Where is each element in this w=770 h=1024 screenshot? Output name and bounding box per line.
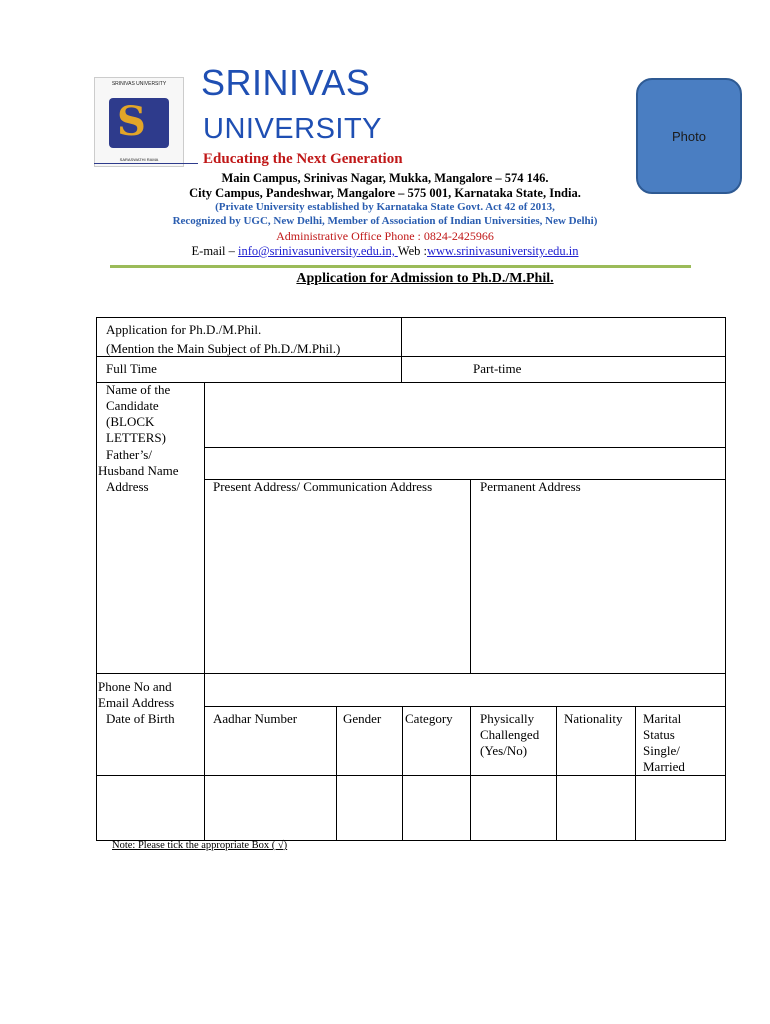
present-address-label: Present Address/ Communication Address (213, 479, 433, 494)
divider (110, 265, 691, 268)
photo-label: Photo (672, 128, 706, 144)
email-prefix: E-mail – (191, 244, 239, 258)
established-note: (Private University established by Karnataka State Govt. Act 42 of 2013, (215, 201, 555, 213)
physically-challenged-input[interactable] (472, 776, 555, 840)
category-label: Category (405, 711, 453, 726)
candidate-name-input[interactable] (206, 383, 724, 446)
permanent-address-input[interactable] (472, 496, 724, 672)
university-logo (94, 77, 184, 167)
logo-underline (94, 163, 198, 164)
phone-email-input[interactable] (206, 674, 724, 705)
email-link[interactable]: info@srinivasuniversity.edu.in, (238, 244, 398, 258)
aadhar-label: Aadhar Number (213, 711, 298, 726)
tagline: Educating the Next Generation (203, 151, 403, 167)
aadhar-input[interactable] (206, 776, 335, 840)
permanent-address-label: Permanent Address (480, 479, 581, 494)
contact-line (0, 244, 770, 259)
father-name-input[interactable] (206, 448, 724, 478)
dob-label: Date of Birth (106, 711, 175, 726)
marital-status-input[interactable] (637, 776, 724, 840)
father-label-line2: Husband Name (98, 463, 179, 478)
web-prefix: Web : (397, 244, 427, 258)
mention-subject-label: (Mention the Main Subject of Ph.D./M.Phil.) (106, 341, 341, 356)
address-label: Address (106, 479, 149, 494)
part-time-option[interactable]: Part-time (473, 361, 522, 376)
name-label-line4: LETTERS) (106, 430, 166, 445)
logo-text-bottom: SARASWATHI RAMA (119, 157, 159, 162)
university-name-line2: UNIVERSITY (203, 113, 383, 145)
dob-input[interactable] (98, 776, 203, 840)
main-campus-address: Main Campus, Srinivas Nagar, Mukka, Mangalore – 574 146. (221, 171, 549, 185)
nationality-input[interactable] (558, 776, 634, 840)
marital-label-line3: Single/ (643, 743, 680, 758)
gender-label: Gender (343, 711, 382, 726)
marital-label-line1: Marital (643, 711, 682, 726)
logo-text-top: SRINIVAS UNIVERSITY (111, 81, 167, 87)
full-time-option[interactable]: Full Time (106, 361, 157, 376)
university-name-line1: SRINIVAS (201, 62, 371, 103)
phone-label-line2: Email Address (98, 695, 175, 710)
name-label-line3: (BLOCK (106, 414, 155, 429)
father-label-line1: Father’s/ (106, 447, 152, 462)
marital-label-line2: Status (643, 727, 675, 742)
name-label-line2: Candidate (106, 398, 159, 413)
city-campus-address: City Campus, Pandeshwar, Mangalore – 575 001, Karnataka State, India. (189, 186, 581, 200)
physically-label-line3: (Yes/No) (480, 743, 528, 758)
web-link[interactable]: www.srinivasuniversity.edu.in (427, 244, 579, 258)
physically-label-line2: Challenged (480, 727, 540, 742)
subject-input[interactable] (403, 319, 724, 355)
phone-label-line1: Phone No and (98, 679, 172, 694)
recognition-note: Recognized by UGC, New Delhi, Member of Association of Indian Universities, New Delhi) (172, 215, 598, 227)
page-title: Application for Admission to Ph.D./M.Phil. (296, 271, 554, 286)
category-input[interactable] (404, 776, 469, 840)
name-label-line1: Name of the (106, 382, 171, 397)
office-phone: Administrative Office Phone : 0824-2425966 (276, 229, 494, 243)
physically-label-line1: Physically (480, 711, 535, 726)
tick-note: Note: Please tick the appropriate Box ( √) (112, 840, 288, 851)
present-address-input[interactable] (206, 496, 469, 672)
application-for-label: Application for Ph.D./M.Phil. (106, 322, 262, 337)
application-form (96, 317, 726, 841)
logo-mark: S (117, 98, 146, 145)
marital-label-line4: Married (643, 759, 685, 774)
gender-input[interactable] (338, 776, 401, 840)
nationality-label: Nationality (564, 711, 623, 726)
